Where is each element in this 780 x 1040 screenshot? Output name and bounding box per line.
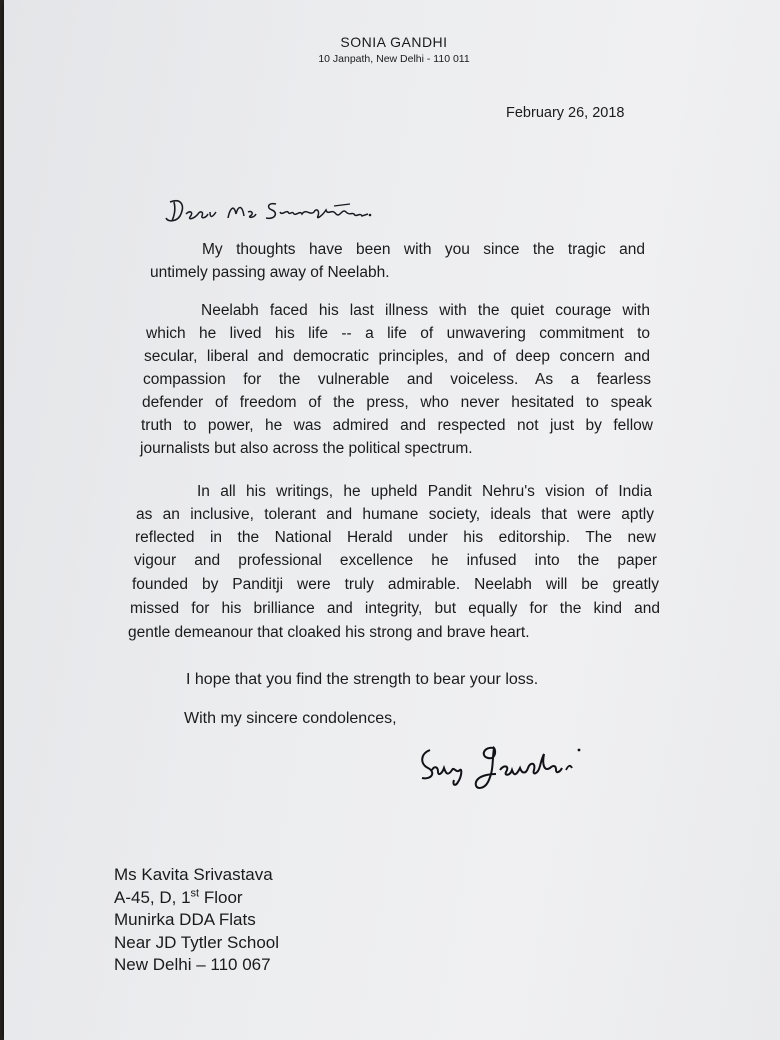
paragraph-line: In all his writings, he upheld Pandit Nehru's vision of India [197,483,652,500]
paragraph-line: gentle demeanour that cloaked his strong and brave heart. [128,624,530,641]
letterhead-name: SONIA GANDHI [340,34,448,50]
letter-page [4,0,780,1040]
paragraph-line: truth to power, he was admired and respected not just by fellow [141,417,653,434]
paragraph-line: journalists but also across the political spectrum. [140,440,473,457]
signature [416,740,591,803]
paragraph-line: which he lived his life -- a life of unwavering commitment to [146,325,650,342]
recipient-line1-suffix: Floor [199,887,243,907]
letterhead-address: 10 Janpath, New Delhi - 110 011 [318,53,470,65]
paragraph-line: reflected in the National Herald under his editorship. The new [135,529,656,546]
recipient-line1 [114,887,279,910]
recipient-line1-sup: st [190,886,200,899]
recipient-name: Ms Kavita Srivastava [114,865,273,884]
paragraph-line: secular, liberal and democratic principles, and of deep concern and [144,348,650,365]
paragraph-line: defender of freedom of the press, who never hesitated to speak [142,394,652,411]
paragraph-line: vigour and professional excellence he infused into the paper [134,552,657,569]
salutation-handwriting [164,194,394,228]
paragraph-line: compassion for the vulnerable and voiceless. As a fearless [143,371,651,388]
recipient-line1-prefix: A-45, D, 1 [114,887,191,907]
paragraph-line: My thoughts have been with you since the tragic and [202,241,645,258]
paragraph-line: untimely passing away of Neelabh. [150,264,390,281]
paragraph-line: missed for his brilliance and integrity, but equally for the kind and [130,600,660,617]
salutation [164,194,394,233]
signature-image [416,740,591,798]
paragraph-line: Neelabh faced his last illness with the quiet courage with [201,302,650,319]
recipient-address [114,864,279,977]
recipient-line2: Munirka DDA Flats [114,910,256,929]
recipient-line3: Near JD Tytler School [114,932,280,952]
letter-date: February 26, 2018 [506,105,625,121]
paragraph-line: I hope that you find the strength to bear your loss. [186,671,539,688]
closing: With my sincere condolences, [184,710,397,727]
recipient-line4: New Delhi – 110 067 [114,955,271,974]
paragraph-line: as an inclusive, tolerant and humane society, ideals that were aptly [136,506,654,523]
paragraph-line: founded by Panditji were truly admirable. Neelabh will be greatly [132,576,659,593]
